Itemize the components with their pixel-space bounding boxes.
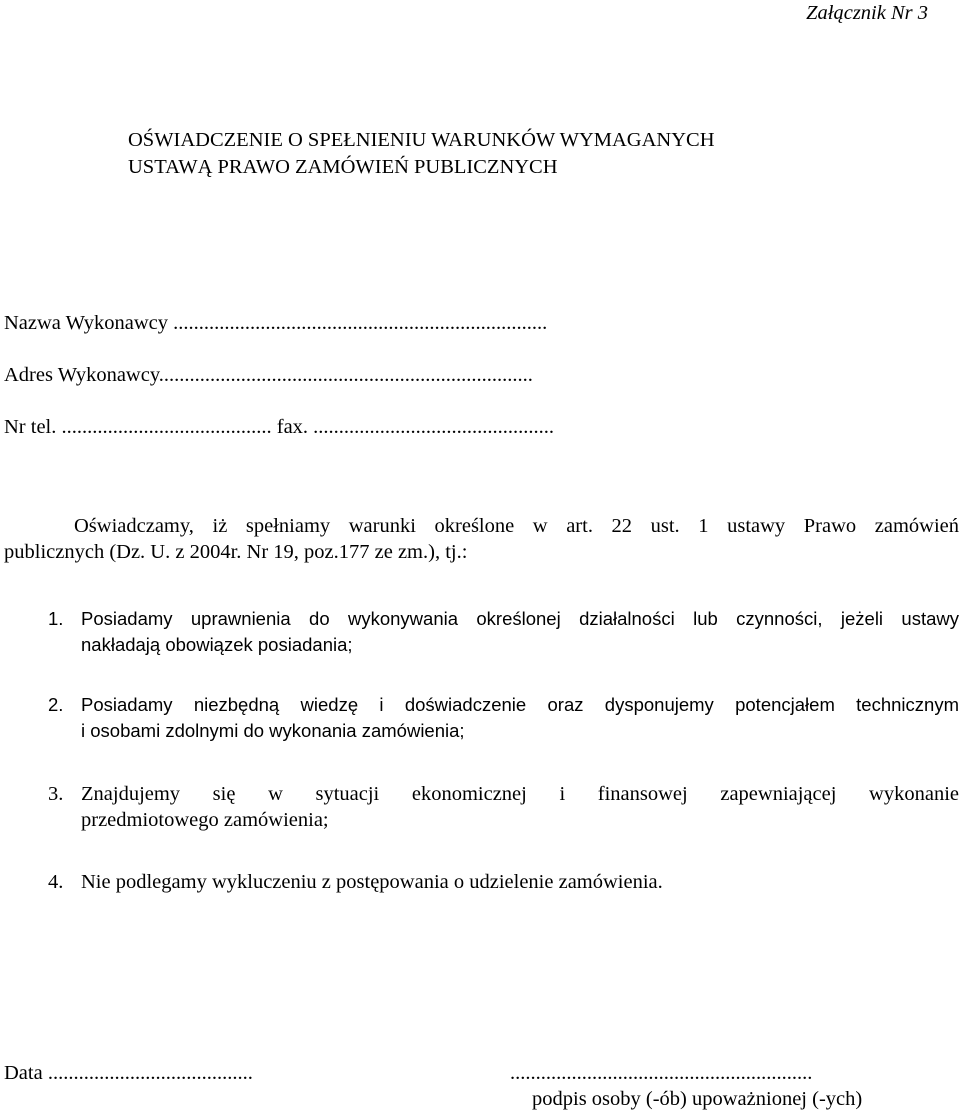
item-text-rest: nakładają obowiązek posiadania; [81,634,353,655]
item-number: 4. [48,871,64,893]
declaration-intro-line-1: Oświadczamy, iż spełniamy warunki określone w art. 22 ust. 1 ustawy Prawo zamówień [74,515,959,537]
contractor-phone-fax-field: Nr tel. ......................................... fax. ............................................... [4,416,555,438]
item-number: 1. [48,608,64,629]
item-text-line-1: Posiadamy uprawnienia do wykonywania określonej działalności lub czynności, jeżeli ustawy [81,608,959,629]
declaration-intro [4,513,959,565]
document-title-line-2: USTAWĄ PRAWO ZAMÓWIEŃ PUBLICZNYCH [128,156,558,178]
item-text-line-1: Posiadamy niezbędną wiedzę i doświadczenie oraz dysponujemy potencjałem technicznym [81,694,959,715]
item-number: 2. [48,694,64,715]
declaration-item-4 [48,869,959,895]
document-title-line-1: OŚWIADCZENIE O SPEŁNIENIU WARUNKÓW WYMAGANYCH [128,129,715,151]
declaration-item-1 [48,606,959,658]
date-field: Data ........................................ [4,1062,253,1084]
item-text-rest: i osobami zdolnymi do wykonania zamówienia; [81,720,465,741]
declaration-item-3 [48,781,959,833]
item-text-line-1: Nie podlegamy wykluczeniu z postępowania o udzielenie zamówienia. [81,871,663,893]
document-title [128,127,715,181]
signature-caption: podpis osoby (-ób) upoważnionej (-ych) [532,1088,863,1110]
declaration-intro-line-2: publicznych (Dz. U. z 2004r. Nr 19, poz.177 ze zm.), tj.: [4,541,468,563]
contractor-name-field: Nazwa Wykonawcy ......................................................................... [4,312,548,334]
declaration-item-2 [48,692,959,744]
signature-line: ........................................................... [510,1062,813,1084]
item-number: 3. [48,783,64,805]
item-text-line-1: Znajdujemy się w sytuacji ekonomicznej i finansowej zapewniającej wykonanie [81,783,959,805]
annex-label: Załącznik Nr 3 [806,2,928,24]
item-text-rest: przedmiotowego zamówienia; [81,809,329,831]
contractor-address-field: Adres Wykonawcy......................................................................... [4,364,533,386]
